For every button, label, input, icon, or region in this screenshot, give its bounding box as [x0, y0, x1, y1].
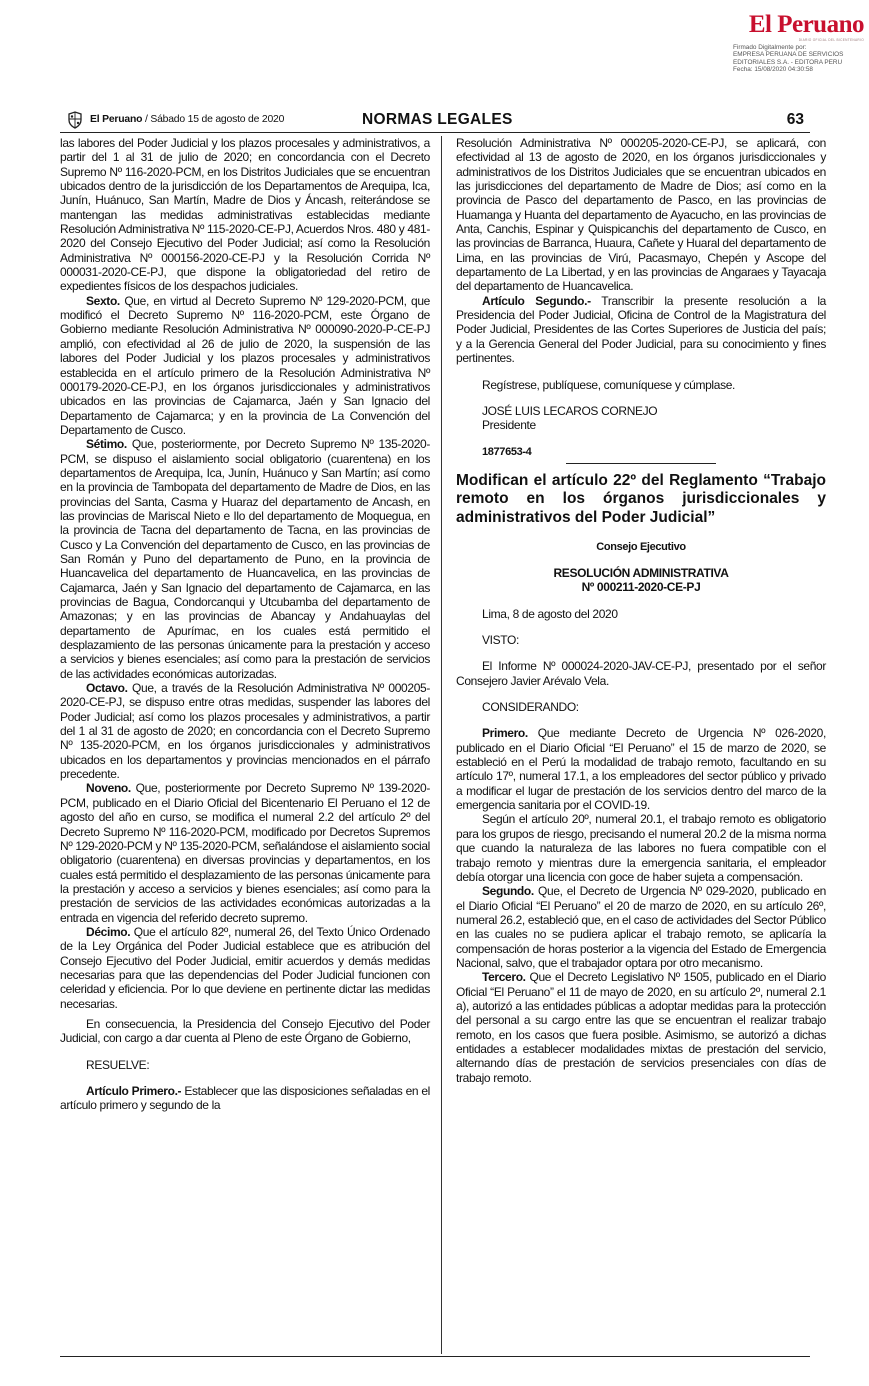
paragraph-consecuencia: En consecuencia, la Presidencia del Consejo Ejecutivo del Poder Judicial, con cargo a dar cuenta al Pleno de este Órgano de Gobierno,	[60, 1016, 430, 1046]
paragraph-lead: Octavo.	[86, 681, 128, 696]
paragraph-setimo: Sétimo. Que, posteriormente, por Decreto Supremo Nº 135-2020-PCM, se dispuso el aislamiento social obligatorio (cuarentena) en los departamentos de Arequipa, Ica, Junín, Huánuco y San Martín; así como en la provincia de Tambopata del departamento de Madre de Dios, en las provincias del Santa, Casma y Huaraz del departamento de Ancash, en las provincias de Mariscal Nieto e Ilo del departamento de Moquegua, en la provincia de Tacna del departamento de Tacna, en las provincias de Cusco y La Convención del departamento de Cusco, en las provincias de San Román y Puno del departamento de Puno, en la provincia de Huancavelica del departamento de Huancavelica, en las provincias de Cajamarca, Jaén y San Ignacio del departamento de Cajamarca, en las provincias de Bagua, Condorcanqui y Utcubamba del departamento de Amazonas; y en las provincias de Abancay y Andahuaylas del departamento de Apurímac, en los cuales está permitido el desplazamiento de las personas únicamente para la prestación y acceso a servicios y bienes esenciales; así como para la prestación de servicios de las actividades económicas autorizadas.	[60, 437, 430, 681]
paragraph: Según el artículo 20º, numeral 20.1, el trabajo remoto es obligatorio para los grupos de riesgo, precisando el numeral 20.2 de la misma norma que cuando la naturaleza de las labores no fuera compatible con el trabajo remoto y mientras dure la emergencia sanitaria, el empleador debía otorgar una licencia con goce de haber sujeta a compensación.	[456, 812, 826, 884]
paragraph-lead: Sétimo.	[86, 437, 127, 452]
page-header	[60, 110, 810, 133]
visto-heading: VISTO:	[482, 633, 520, 648]
closing-formula: Regístrese, publíquese, comuníquese y cúmplase.	[482, 377, 736, 392]
paragraph-decimo: Décimo. Que el artículo 82º, numeral 26, del Texto Único Ordenado de la Ley Orgánica del Poder Judicial establece que es atribución del Consejo Ejecutivo del Poder Judicial, emitir acuerdos y demás medidas necesarias para que las dependencias del Poder Judicial funcionen con celeridad y eficiencia. Por lo que deviene en pertinente dictar las medidas necesarias.	[60, 924, 431, 1011]
brand	[730, 12, 864, 42]
section-title: NORMAS LEGALES	[362, 111, 513, 128]
header-publication: El Peruano	[90, 114, 143, 125]
paragraph-lead: Segundo.	[482, 884, 534, 899]
paragraph: Resolución Administrativa Nº 000205-2020-CE-PJ, se aplicará, con efectividad al 13 de agosto de 2020, en los órganos jurisdiccionales y administrativos de los Distritos Judiciales que se encuentran ubicados en las jurisdicciones del departamento de Madre de Dios; así como en la provincia de Pasco del departamento de Pasco, en las provincias de Huamanga y Huanta del departamento de Ayacucho, en las provincias de Anta, Canchis, Espinar y Quispicanchis del departamento de Cusco, en las provincias de Barranca, Huaura, Cañete y Huaral del departamento de Lima, en las provincias de Virú, Pacasmayo, Chepén y Ascope del departamento de La Libertad, y en las provincias de Angaraes y Tayacaja del departamento de Huancavelica.	[456, 136, 826, 294]
signature-line: Firmado Digitalmente por:	[733, 44, 807, 51]
signature-line: EDITORIALES S.A. - EDITORA PERU	[733, 58, 843, 66]
resolution-number: Nº 000211-2020-CE-PJ	[581, 580, 701, 595]
signatory-name: JOSÉ LUIS LECAROS CORNEJO	[482, 403, 658, 418]
header-dateline	[90, 114, 284, 125]
paragraph-tercero: Tercero. Que el Decreto Legislativo Nº 1505, publicado en el Diario Oficial “El Peruano” el 11 de mayo de 2020, en su artículo 2º, numeral 2.1 a), autorizó a las entidades públicas a adoptar medidas para la protección del personal a su cargo entre las que se encuentran el realizar trabajo remoto, en los casos que fuera posible. Asimismo, se autorizó a dichas entidades a establecer modalidades mixtas de prestación del servicio, alternando días de prestación de servicios presenciales con días de trabajo remoto.	[456, 970, 826, 1085]
paragraph-lead: Artículo Primero.-	[86, 1084, 182, 1098]
column-right	[456, 136, 826, 1085]
paragraph-lead: Noveno.	[86, 781, 131, 796]
section-rule	[566, 463, 716, 464]
article-headline: Modifican el artículo 22º del Reglamento “Trabajo remoto en los órganos jurisdiccionales y administrativos del Poder Judicial”	[456, 471, 826, 527]
resuelve-heading: RESUELVE:	[86, 1057, 150, 1072]
paragraph-lead: Primero.	[482, 726, 528, 741]
column-divider	[441, 136, 442, 1354]
paragraph: las labores del Poder Judicial y los plazos procesales y administrativos, a partir del 1 al 31 de julio de 2020; en concordancia con el Decreto Supremo Nº 116-2020-PCM, en los Distritos Judiciales que se encuentran ubicados dentro de la jurisdicción de los Departamentos de Arequipa, Ica, Junín, Huánuco, San Martín, Madre de Dios y Áncash, reiterándose se mantengan las medidas administrativas establecidas mediante Resolución Administrativa Nº 115-2020-CE-PJ, Acuerdos Nros. 480 y 481-2020 del Consejo Ejecutivo del Poder Judicial; así como la Resolución Administrativa Nº 000156-2020-CE-PJ y la Resolución Corrida Nº 000031-2020-CE-PJ, que dispone la obligatoriedad del retiro de expedientes físicos de los despachos judiciales.	[60, 136, 430, 294]
paragraph-noveno: Noveno. Que, posteriormente por Decreto Supremo Nº 139-2020-PCM, publicado en el Diario Oficial del Bicentenario El Peruano el 12 de agosto del año en curso, se modifica el numeral 2.2 del artículo 2º del Decreto Supremo Nº 116-2020-PCM, modificado por Decretos Supremos Nº 129-2020-PCM y Nº 135-2020-PCM, señalándose el aislamiento social obligatorio (cuarentena) en diversas provincias y departamentos, en los cuales está permitido el desplazamiento de las personas únicamente para la prestación y acceso a servicios y bienes esenciales; así como para la prestación de servicios de las actividades económicas autorizadas a la entrada en vigencia del referido decreto supremo.	[60, 781, 430, 925]
paragraph-primero: Primero. Que mediante Decreto de Urgencia Nº 026-2020, publicado en el Diario Oficial “El Peruano” el 15 de marzo de 2020, se estableció en el Perú la modalidad de trabajo remoto, facultando en su artículo 17º, numeral 17.1, a los empleadores del sector público y privado a modificar el lugar de prestación de los servicios dentro del marco de la emergencia sanitaria por el COVID-19.	[456, 726, 826, 813]
paragraph-octavo: Octavo. Que, a través de la Resolución Administrativa Nº 000205-2020-CE-PJ, se dispuso entre otras medidas, suspender las labores del Poder Judicial; así como los plazos procesales y administrativos, a partir del 1 al 31 de agosto de 2020; en concordancia con el Decreto Supremo Nº 135-2020-PCM, en los órganos jurisdiccionales y administrativos ubicados en los departamentos y provincias mencionados en el párrafo precedente.	[60, 681, 431, 782]
footer-rule	[60, 1356, 810, 1357]
articulo-segundo: Artículo Segundo.- Transcribir la presente resolución a la Presidencia del Poder Judicial, Oficina de Control de la Magistratura del Poder Judicial, Presidentes de las Cortes Superiores de Justicia del país; y a la Gerencia General del Poder Judicial, para su conocimiento y fines pertinentes.	[456, 293, 826, 366]
paragraph-segundo: Segundo. Que, el Decreto de Urgencia Nº 029-2020, publicado en el Diario Oficial “El Peruano” el 20 de marzo de 2020, en su artículo 26º, numeral 26.2, estableció que, en el caso de actividades del Sector Público en las cuales no se pudiera aplicar el trabajo remoto, se aplicaría la compensación de horas posterior a la vigencia del Estado de Emergencia Nacional, salvo, que el trabajador optara por otro mecanismo.	[456, 884, 827, 970]
paragraph-lead: Sexto.	[86, 293, 120, 308]
signatory-title: Presidente	[482, 418, 536, 433]
signature-line: Fecha: 15/08/2020 04:30:58	[733, 66, 813, 74]
el-peruano-logo: El Peruano	[748, 11, 864, 38]
digital-signature	[733, 44, 867, 74]
column-left	[60, 136, 430, 1113]
paragraph-lead: Tercero.	[482, 970, 526, 985]
considerando-heading: CONSIDERANDO:	[482, 700, 579, 715]
articulo-primero: Artículo Primero.- Establecer que las disposiciones señaladas en el artículo primero y segundo de la	[60, 1084, 430, 1113]
place-date: Lima, 8 de agosto del 2020	[482, 606, 618, 621]
coat-of-arms-icon	[66, 110, 84, 129]
issuing-body: Consejo Ejecutivo	[596, 540, 686, 553]
document-id: 1877653-4	[482, 445, 532, 458]
signature-line: EMPRESA PERUANA DE SERVICIOS	[733, 51, 844, 59]
paragraph-lead: Décimo.	[86, 924, 131, 939]
resolution-type: RESOLUCIÓN ADMINISTRATIVA	[553, 566, 729, 580]
logo-tagline: DIARIO OFICIAL DEL BICENTENARIO	[798, 38, 864, 42]
page-number: 63	[786, 111, 804, 128]
paragraph-lead: Artículo Segundo.-	[482, 293, 591, 308]
paragraph-informe: El Informe Nº 000024-2020-JAV-CE-PJ, presentado por el señor Consejero Javier Arévalo Vela.	[456, 659, 826, 688]
paragraph-sexto: Sexto. Que, en virtud al Decreto Supremo Nº 129-2020-PCM, que modificó el Decreto Supremo Nº 116-2020-PCM, este Órgano de Gobierno mediante Resolución Administrativa Nº 000090-2020-P-CE-PJ amplió, con efectividad al 26 de julio de 2020, la suspensión de las labores del Poder Judicial y los plazos procesales y administrativos establecida en el artículo primero de la Resolución Administrativa Nº 000179-2020-CE-PJ, en los órganos jurisdiccionales y administrativos ubicados en las provincias de Cajamarca, Jaén y San Ignacio del Departamento de Cajamarca; y en la provincia de La Convención del Departamento de Cusco.	[60, 293, 430, 437]
header-date: / Sábado 15 de agosto de 2020	[144, 114, 285, 125]
